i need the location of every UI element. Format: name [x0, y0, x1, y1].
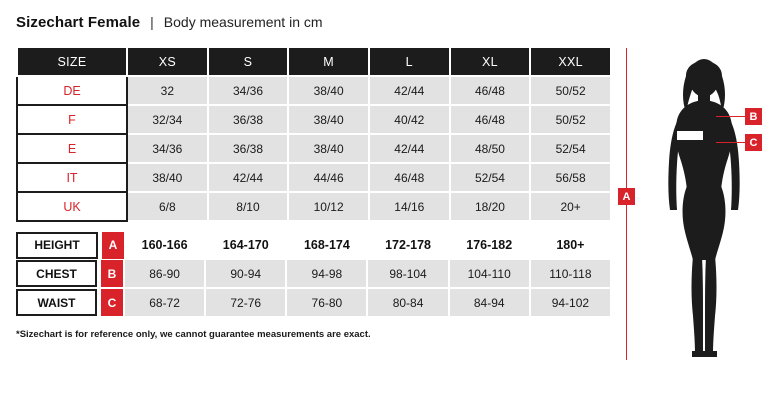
page-subtitle: Body measurement in cm — [163, 14, 323, 30]
row-label-waist — [16, 288, 124, 317]
table-row — [17, 76, 611, 105]
column-header-m: M — [288, 47, 369, 76]
cell-uk-m: 10/12 — [288, 192, 369, 221]
cell-f-m: 38/40 — [288, 105, 369, 134]
cell-e-l: 42/44 — [369, 134, 450, 163]
cell-waist-xs: 68-72 — [124, 288, 205, 317]
cell-de-xl: 46/48 — [450, 76, 531, 105]
cell-height-xs: 160-166 — [124, 231, 205, 259]
cell-chest-xl: 104-110 — [449, 259, 530, 288]
table-row — [17, 192, 611, 221]
row-label-height — [16, 231, 124, 259]
cell-it-s: 42/44 — [208, 163, 289, 192]
cell-e-xl: 48/50 — [450, 134, 531, 163]
cell-f-s: 36/38 — [208, 105, 289, 134]
cell-f-l: 40/42 — [369, 105, 450, 134]
row-label-uk: UK — [17, 192, 127, 221]
cell-e-xs: 34/36 — [127, 134, 208, 163]
measurement-tag-c: C — [101, 289, 123, 316]
figure-tag-b: B — [745, 108, 762, 125]
cell-chest-s: 90-94 — [205, 259, 286, 288]
cell-height-l: 172-178 — [367, 231, 448, 259]
measurement-name-waist: WAIST — [16, 289, 97, 316]
page-title: Sizechart Female — [16, 14, 141, 31]
row-label-e: E — [17, 134, 127, 163]
measurement-tag-b: B — [101, 260, 123, 287]
size-table — [16, 46, 612, 222]
cell-f-xs: 32/34 — [127, 105, 208, 134]
column-header-xs: XS — [127, 47, 208, 76]
waist-leader-line — [716, 142, 745, 143]
cell-de-s: 34/36 — [208, 76, 289, 105]
cell-it-xs: 38/40 — [127, 163, 208, 192]
cell-height-s: 164-170 — [205, 231, 286, 259]
measurement-table — [16, 231, 612, 318]
cell-it-xxl: 56/58 — [530, 163, 611, 192]
cell-height-xxl: 180+ — [530, 231, 611, 259]
cell-uk-s: 8/10 — [208, 192, 289, 221]
figure-tag-a: A — [618, 188, 635, 205]
column-header-l: L — [369, 47, 450, 76]
cell-de-xxl: 50/52 — [530, 76, 611, 105]
cell-e-m: 38/40 — [288, 134, 369, 163]
cell-height-xl: 176-182 — [449, 231, 530, 259]
cell-f-xl: 46/48 — [450, 105, 531, 134]
cell-uk-l: 14/16 — [369, 192, 450, 221]
waist-highlight-band — [677, 131, 703, 140]
column-header-xxl: XXL — [530, 47, 611, 76]
cell-height-m: 168-174 — [286, 231, 367, 259]
table-header-row — [17, 47, 611, 76]
table-row — [17, 105, 611, 134]
cell-uk-xxl: 20+ — [530, 192, 611, 221]
content-area — [16, 46, 758, 376]
cell-e-s: 36/38 — [208, 134, 289, 163]
chest-leader-line — [716, 116, 745, 117]
cell-chest-xs: 86-90 — [124, 259, 205, 288]
table-row — [16, 288, 611, 317]
cell-de-m: 38/40 — [288, 76, 369, 105]
measurement-tag-a: A — [102, 232, 124, 259]
cell-chest-l: 98-104 — [367, 259, 448, 288]
cell-chest-xxl: 110-118 — [530, 259, 611, 288]
cell-it-xl: 52/54 — [450, 163, 531, 192]
figure-panel — [616, 46, 758, 376]
cell-chest-m: 94-98 — [286, 259, 367, 288]
table-row — [16, 231, 611, 259]
page-header — [16, 14, 734, 34]
column-header-s: S — [208, 47, 289, 76]
cell-waist-m: 76-80 — [286, 288, 367, 317]
header-separator: | — [150, 14, 154, 30]
measurement-name-height: HEIGHT — [16, 232, 98, 259]
cell-waist-s: 72-76 — [205, 288, 286, 317]
tables-column — [16, 46, 612, 340]
cell-waist-l: 80-84 — [367, 288, 448, 317]
cell-f-xxl: 50/52 — [530, 105, 611, 134]
row-label-chest — [16, 259, 124, 288]
cell-it-l: 46/48 — [369, 163, 450, 192]
cell-de-xs: 32 — [127, 76, 208, 105]
table-row — [17, 163, 611, 192]
column-header-size: SIZE — [17, 47, 127, 76]
row-label-it: IT — [17, 163, 127, 192]
row-label-f: F — [17, 105, 127, 134]
female-silhouette-icon — [650, 46, 760, 366]
measurement-name-chest: CHEST — [16, 260, 97, 287]
row-label-de: DE — [17, 76, 127, 105]
column-header-xl: XL — [450, 47, 531, 76]
table-row — [17, 134, 611, 163]
cell-waist-xxl: 94-102 — [530, 288, 611, 317]
table-row — [16, 259, 611, 288]
cell-uk-xl: 18/20 — [450, 192, 531, 221]
cell-waist-xl: 84-94 — [449, 288, 530, 317]
figure-tag-c: C — [745, 134, 762, 151]
cell-it-m: 44/46 — [288, 163, 369, 192]
footnote-text: *Sizechart is for reference only, we cannot guarantee measurements are exact. — [16, 329, 371, 340]
cell-de-l: 42/44 — [369, 76, 450, 105]
cell-uk-xs: 6/8 — [127, 192, 208, 221]
cell-e-xxl: 52/54 — [530, 134, 611, 163]
